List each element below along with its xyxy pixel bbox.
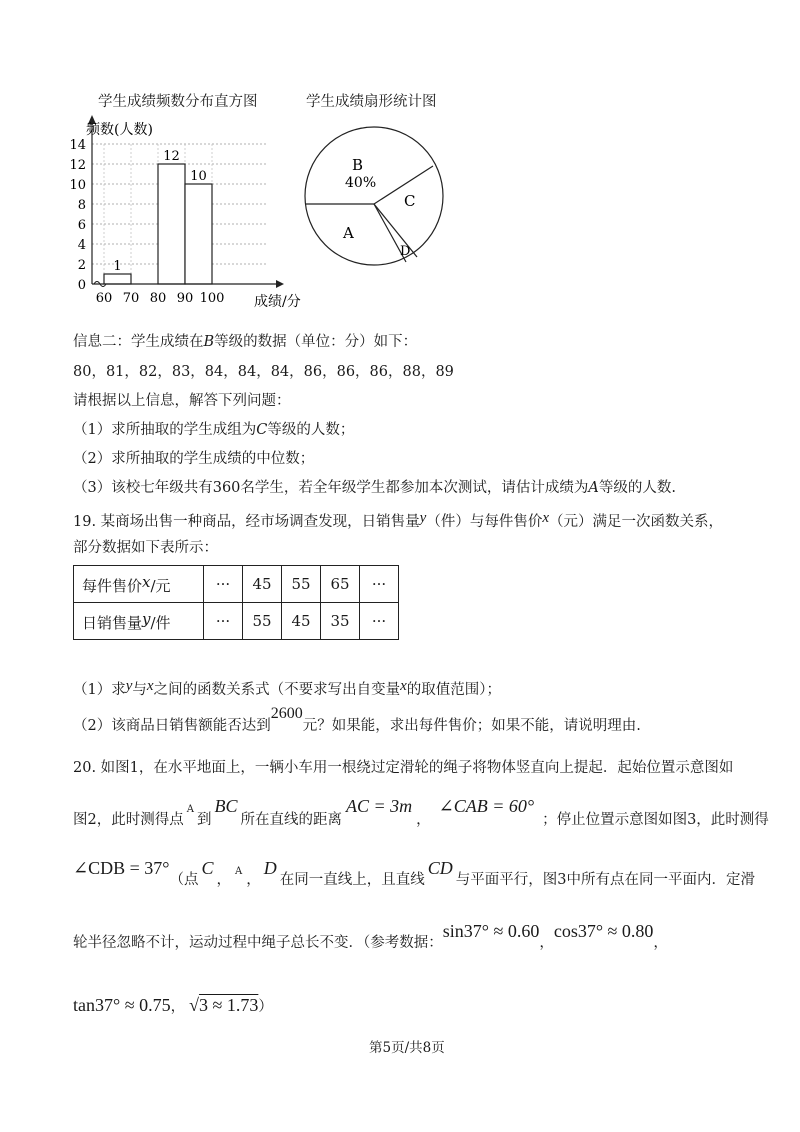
p20-comma: ， <box>216 872 231 888</box>
p19-var-y: y <box>419 510 427 526</box>
table-cell: ··· <box>360 603 399 640</box>
p19q2-a: （2）该商品日销售额能否达到 <box>73 718 271 734</box>
histogram-caption: 学生成绩频数分布直方图 <box>98 94 258 110</box>
p20-cos: cos37° ≈ 0.80 <box>553 921 654 941</box>
p20-comma: ， <box>170 999 186 1015</box>
pie-caption: 学生成绩扇形统计图 <box>306 94 437 110</box>
problem-20-line1: 20. 如图1，在水平地面上，一辆小车用一根绕过定滑轮的绳子将物体竖直向上提起．起始位置示意图如 <box>73 760 734 776</box>
y-tick-label: 12 <box>69 158 86 173</box>
p20-bc: BC <box>214 796 238 816</box>
table-cell: 45 <box>282 603 321 640</box>
problem-19-question-2 <box>73 705 641 736</box>
x-tick-label: 100 <box>199 291 225 306</box>
p20-tan: tan37° ≈ 0.75 <box>73 995 171 1015</box>
histogram-bar <box>104 274 131 284</box>
x-tick-label: 80 <box>149 291 167 306</box>
x-tick-label: 90 <box>176 291 194 306</box>
row1-head-post: /元 <box>150 576 171 595</box>
y-tick-label: 0 <box>77 278 86 293</box>
pie-label-a: A <box>343 224 354 242</box>
p19-var-x: x <box>542 510 550 526</box>
p20-angle-cab: ∠CAB = 60° <box>438 796 535 816</box>
problem-19-question-1 <box>73 676 501 700</box>
p20-sqrt-symbol: √ <box>189 995 199 1015</box>
p19q1-y: y <box>125 678 133 694</box>
page-footer: 第5页/共8页 <box>369 1040 445 1056</box>
histogram-chart <box>40 112 320 312</box>
question-3 <box>73 478 676 498</box>
p20-ac: AC = 3m <box>345 796 413 816</box>
question-1 <box>73 420 354 440</box>
y-tick-label: 8 <box>77 198 86 213</box>
row2-head-var: y <box>142 609 151 628</box>
info2-var-b: B <box>203 334 215 350</box>
x-axis-arrow <box>276 280 284 288</box>
q1-pre: （1）求所抽取的学生成组为 <box>73 422 257 438</box>
p20-point-a2: A <box>234 866 243 877</box>
p20-l3a: （点 <box>169 872 199 888</box>
info2-line <box>73 332 417 352</box>
problem-19-line2: 部分数据如下表所示： <box>73 540 218 556</box>
y-tick-label: 6 <box>77 218 86 233</box>
p20-comma: ， <box>653 935 668 951</box>
p20-l2d: ；停止位置示意图如图3，此时测得 <box>542 812 769 828</box>
p20-comma: ， <box>246 872 261 888</box>
x-tick-label: 70 <box>122 291 140 306</box>
problem-20-line5 <box>73 995 273 1017</box>
table-cell: ··· <box>360 566 399 603</box>
row1-head-var: x <box>142 572 151 591</box>
price-sales-table <box>73 565 399 640</box>
bar-value-label: 10 <box>190 169 207 184</box>
p20-l3c: 与平面平行，图3中所有点在同一平面内．定滑 <box>455 872 755 888</box>
p19q1-x2: x <box>400 678 407 694</box>
y-tick-label: 14 <box>69 138 86 153</box>
q1-var: C <box>256 422 268 438</box>
table-row-head <box>74 566 204 603</box>
info2-text-pre: 信息二：学生成绩在 <box>73 334 204 350</box>
bar-value-label: 12 <box>163 149 180 164</box>
y-tick-label: 2 <box>77 258 86 273</box>
table-cell: 55 <box>243 603 282 640</box>
bar-value-label: 1 <box>113 259 122 274</box>
histogram-x-axis-label: 成绩/分 <box>254 294 301 310</box>
p20-cd: CD <box>427 858 453 878</box>
pie-outline <box>305 127 443 265</box>
question-2: （2）求所抽取的学生成绩的中位数； <box>73 451 315 467</box>
table-row-head <box>74 603 204 640</box>
y-tick-label: 4 <box>77 238 86 253</box>
p20-l2a: 图2，此时测得点 <box>73 812 184 828</box>
q3-var: A <box>588 480 599 496</box>
p19q1-x: x <box>146 678 154 694</box>
histogram-bar <box>185 184 212 284</box>
info2-data: 80，81，82，83，84，84，84，86，86，86，88，89 <box>73 364 454 380</box>
p19-text-a: 19. 某商场出售一种商品，经市场调查发现，日销售量 <box>73 514 420 530</box>
problem-19-line1 <box>73 508 723 532</box>
table-cell: ··· <box>204 603 243 640</box>
p19q1-b: 与 <box>132 682 147 698</box>
p20-comma: ， <box>416 812 431 828</box>
histogram-bar <box>158 164 185 284</box>
row2-head-pre: 日销售量 <box>82 613 143 632</box>
pie-label-c: C <box>404 192 416 210</box>
p20-close: ） <box>258 999 273 1015</box>
histogram-y-axis-label: 频数(人数) <box>86 122 153 138</box>
row1-head-pre: 每件售价 <box>82 576 143 595</box>
q3-post: 等级的人数. <box>598 480 676 496</box>
p19-text-c: （元）满足一次函数关系， <box>549 514 724 530</box>
p20-l2c: 所在直线的距离 <box>240 812 342 828</box>
p20-l3b: 在同一直线上，且直线 <box>279 872 425 888</box>
p20-l2b: 到 <box>196 812 212 828</box>
pie-chart <box>300 122 450 272</box>
problem-20-line2 <box>73 796 769 832</box>
p20-l4a: 轮半径忽略不计，运动过程中绳子总长不变．（参考数据： <box>73 935 443 951</box>
table-cell: 45 <box>243 566 282 603</box>
table-cell: 55 <box>282 566 321 603</box>
problem-20-line4 <box>73 921 668 953</box>
q3-pre: （3）该校七年级共有360名学生，若全年级学生都参加本次测试，请估计成绩为 <box>73 480 589 496</box>
p20-point-d: D <box>263 858 277 878</box>
y-tick-label: 10 <box>69 178 86 193</box>
info2-text-post: 等级的数据（单位：分）如下： <box>214 334 418 350</box>
p19q1-c: 之间的函数关系式（不要求写出自变量 <box>153 682 401 698</box>
problem-20-line3 <box>73 858 755 892</box>
table-row <box>74 566 399 603</box>
p19q2-num: 2600 <box>270 705 303 722</box>
p19q1-a: （1）求 <box>73 682 126 698</box>
p19-text-b: （件）与每件售价 <box>426 514 543 530</box>
x-tick-label: 60 <box>95 291 113 306</box>
p20-point-a: A <box>186 804 194 815</box>
table-row <box>74 603 399 640</box>
p19q1-d: 的取值范围）； <box>406 682 501 698</box>
row2-head-post: /件 <box>150 613 171 632</box>
p20-point-c: C <box>201 858 214 878</box>
table-cell: 35 <box>321 603 360 640</box>
table-cell: ··· <box>204 566 243 603</box>
q1-post: 等级的人数； <box>267 422 355 438</box>
p20-sin: sin37° ≈ 0.60 <box>442 921 540 941</box>
prompt-text: 请根据以上信息，解答下列问题： <box>73 393 291 409</box>
p20-angle-cdb: ∠CDB = 37° <box>73 858 170 878</box>
pie-label-b-percent: 40% <box>345 175 377 191</box>
pie-label-b: B <box>352 156 364 174</box>
table-cell: 65 <box>321 566 360 603</box>
pie-label-d: D <box>400 244 411 259</box>
p19q2-b: 元？如果能，求出每件售价；如果不能，请说明理由. <box>302 718 641 734</box>
p20-sqrt3: 3 ≈ 1.73 <box>198 995 259 1015</box>
p20-comma: ， <box>539 935 554 951</box>
